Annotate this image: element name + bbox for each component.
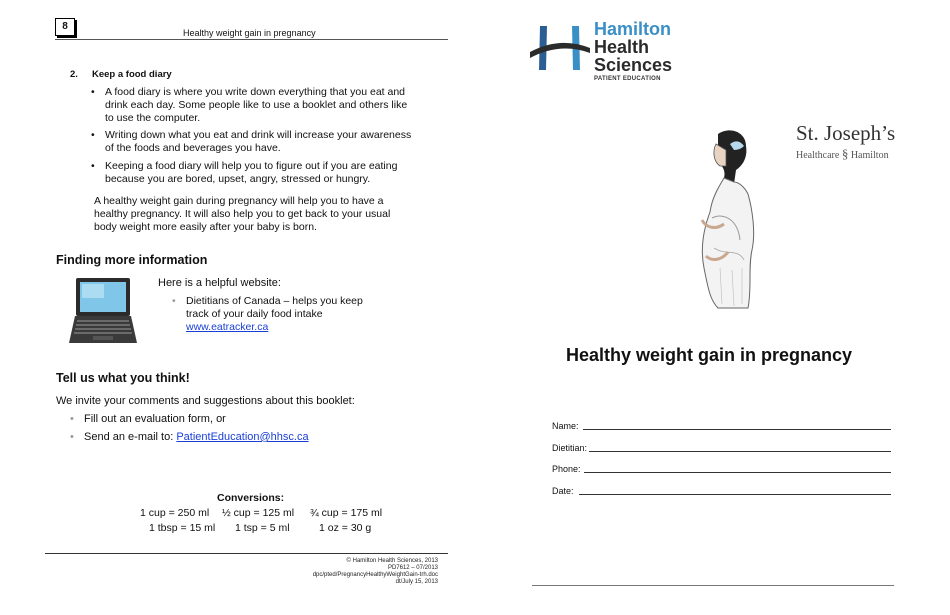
conversion-cell: 1 oz = 30 g — [319, 522, 372, 534]
conversion-cell: ¾ cup = 175 ml — [310, 507, 383, 519]
pregnant-woman-illustration — [690, 128, 770, 310]
section-title: Keep a food diary — [92, 69, 172, 80]
footer-rule — [45, 553, 448, 554]
heading-more-info: Finding more information — [56, 253, 208, 267]
right-footer-rule — [532, 585, 894, 586]
bullet-item: • Writing down what you eat and drink will increase your awareness of the foods and beverages you have. — [91, 129, 412, 154]
hhs-logo-subtitle: PATIENT EDUCATION — [594, 76, 661, 82]
dietitian-field[interactable]: Dietitian: — [552, 443, 588, 453]
bullet-item: • Keeping a food diary will help you to figure out if you are eating because you are bored, upset, angry, stressed or hungry. — [91, 160, 398, 185]
laptop-icon — [67, 275, 139, 347]
conversion-cell: ½ cup = 125 ml — [222, 507, 295, 519]
more-info-intro: Here is a helpful website: — [158, 277, 281, 289]
date-field-line[interactable] — [579, 485, 891, 495]
bullet-item: • A food diary is where you write down everything that you eat and drink each day. Some people like to use a booklet and others like to use the computer. — [91, 86, 408, 124]
st-josephs-logo: St. Joseph’s Healthcare § Hamilton — [796, 121, 896, 161]
running-header: Healthy weight gain in pregnancy — [183, 28, 316, 38]
conversion-cell: 1 tsp = 5 ml — [235, 522, 290, 534]
hhs-logo-mark — [530, 22, 590, 72]
feedback-item: • Fill out an evaluation form, or — [70, 413, 226, 425]
dietitian-field-line[interactable] — [589, 442, 891, 452]
footer-info: © Hamilton Health Sciences, 2013 PD7612 – 07/2013 dpc/pted/PregnancyHealthyWeightGain-trh.doc dt/July 15, 2013 — [312, 558, 438, 585]
conversion-cell: 1 tbsp = 15 ml — [149, 522, 216, 534]
header-rule — [55, 39, 448, 40]
section-number: 2. — [70, 69, 78, 80]
name-field[interactable]: Name: — [552, 421, 579, 431]
heading-feedback: Tell us what you think! — [56, 371, 190, 385]
feedback-item: • Send an e-mail to: PatientEducation@hhsc.ca — [70, 431, 309, 443]
phone-field[interactable]: Phone: — [552, 464, 581, 474]
conversions-title: Conversions: — [217, 492, 285, 504]
name-field-line[interactable] — [583, 420, 891, 430]
date-field[interactable]: Date: — [552, 486, 574, 496]
phone-field-line[interactable] — [584, 463, 891, 473]
page-number: 8 — [55, 18, 75, 36]
conversion-cell: 1 cup = 250 ml — [140, 507, 210, 519]
email-link[interactable]: PatientEducation@hhsc.ca — [176, 431, 309, 443]
booklet-title: Healthy weight gain in pregnancy — [566, 345, 853, 365]
eatracker-link[interactable]: www.eatracker.ca — [186, 321, 269, 333]
hhs-logo-text: Hamilton Health Sciences — [594, 19, 673, 75]
website-item: • Dietitians of Canada – helps you keep track of your daily food intake www.eatracker.ca — [172, 295, 363, 333]
feedback-intro: We invite your comments and suggestions about this booklet: — [56, 395, 355, 407]
section-paragraph: A healthy weight gain during pregnancy will help you to have a healthy pregnancy. It will also help you to get back to your usual body weight more easily after your baby is born. — [94, 195, 391, 233]
